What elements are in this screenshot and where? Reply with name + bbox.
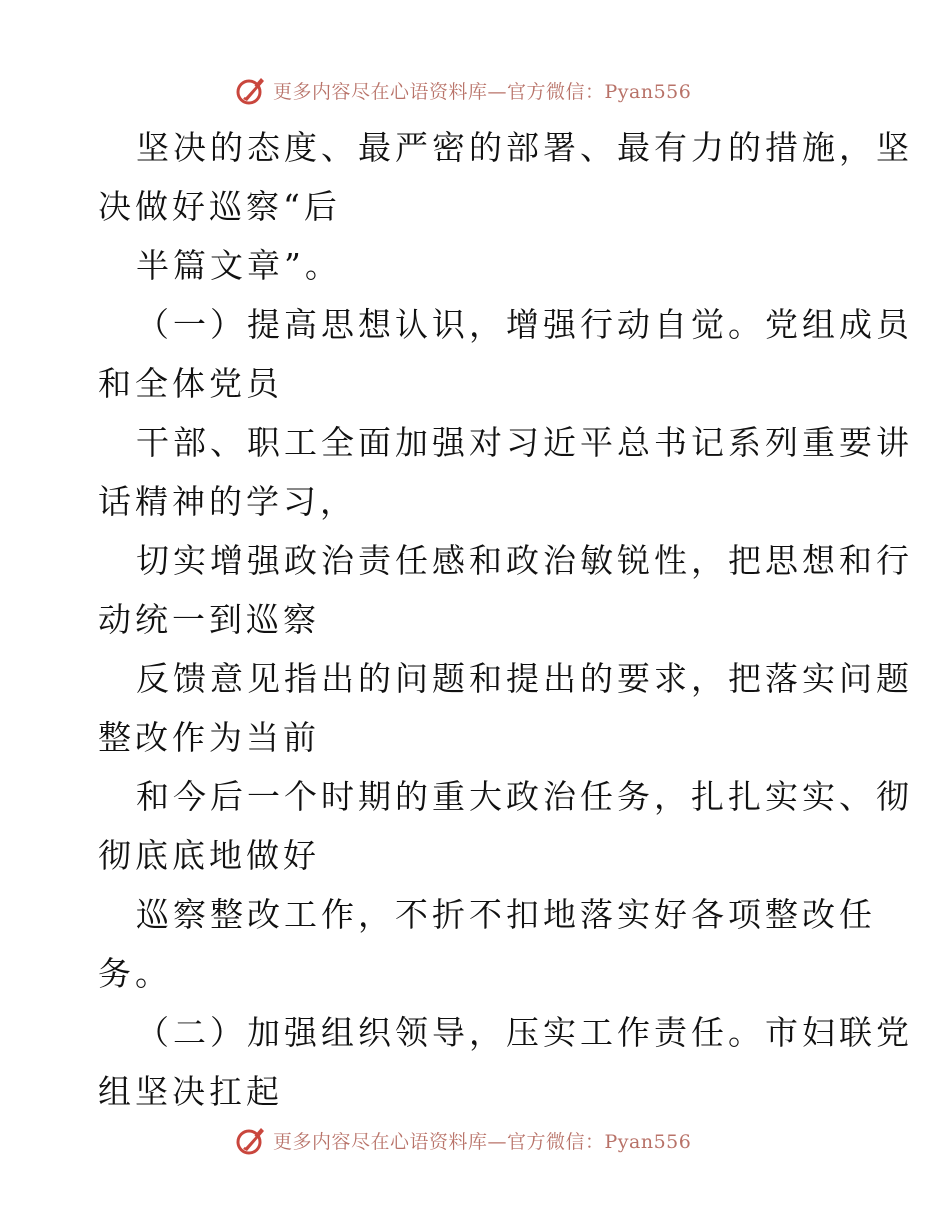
text-line: 决做好巡察“后 [98,187,341,226]
feather-logo-icon [233,72,269,108]
text-line: 务。 [98,954,172,993]
body-text [98,118,913,1121]
text-line: 话精神的学习， [98,482,357,521]
watermark-text: 更多内容尽在心语资料库—官方微信：Pyan556 [273,1130,692,1153]
text-line: 和今后一个时期的重大政治任务，扎扎实实、彻 [136,777,913,816]
text-line: 组坚决扛起 [98,1072,283,1111]
text-line: 切实增强政治责任感和政治敏锐性，把思想和行 [136,541,913,580]
feather-logo-icon [233,1122,269,1158]
text-line: 半篇文章”。 [136,246,342,285]
footer-watermark [233,1120,691,1160]
text-line: 反馈意见指出的问题和提出的要求，把落实问题 [136,659,913,698]
watermark-text: 更多内容尽在心语资料库—官方微信：Pyan556 [273,80,692,103]
text-line: 动统一到巡察 [98,600,320,639]
text-line: （二）加强组织领导，压实工作责任。市妇联党 [136,1013,913,1052]
header-watermark [233,70,691,110]
text-line: 坚决的态度、最严密的部署、最有力的措施，坚 [136,128,913,167]
text-line: （一）提高思想认识，增强行动自觉。党组成员 [136,305,913,344]
text-line: 和全体党员 [98,364,283,403]
text-line: 干部、职工全面加强对习近平总书记系列重要讲 [136,423,913,462]
text-line: 彻底底地做好 [98,836,320,875]
text-line: 整改作为当前 [98,718,320,757]
text-line: 巡察整改工作，不折不扣地落实好各项整改任 [136,895,876,934]
